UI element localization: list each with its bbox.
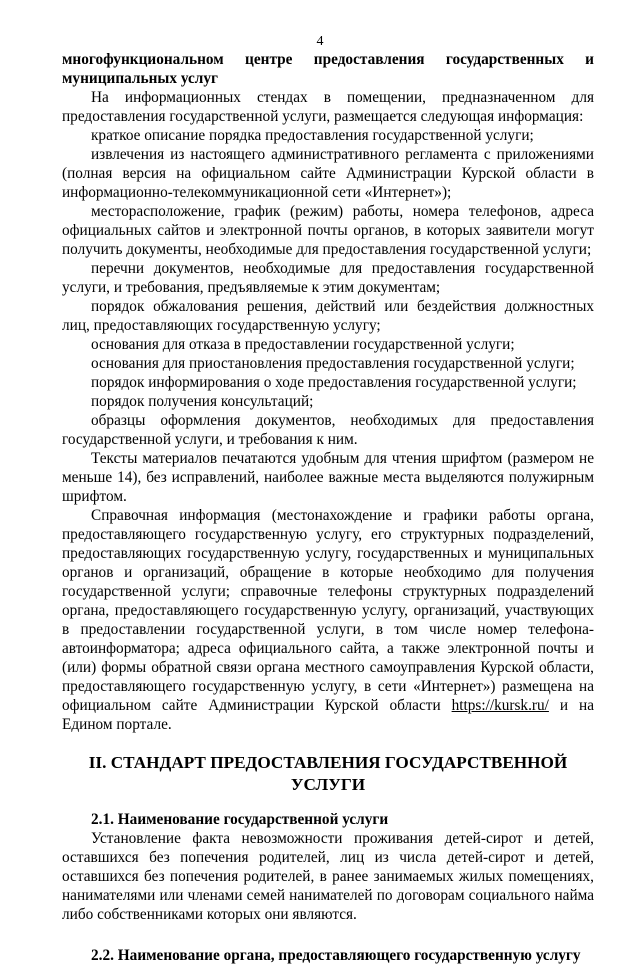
stand-item: основания для приостановления предоставления государственной услуги;	[91, 355, 575, 372]
reference-info-paragraph	[62, 506, 594, 734]
stand-item: порядок информирования о ходе предоставления государственной услуги;	[91, 374, 577, 391]
reference-info-tail: и на Едином портале.	[62, 697, 594, 733]
stands-intro-paragraph: На информационных стендах в помещении, предназначенном для предоставления государственной услуги, размещается следующая информация:	[62, 89, 594, 125]
page-number: 4	[316, 34, 324, 49]
subsection-title-2-2: 2.2. Наименование органа, предоставляющего государственную услугу	[91, 947, 581, 964]
stand-item: порядок получения консультаций;	[91, 393, 314, 410]
stand-item: основания для отказа в предоставлении государственной услуги;	[91, 336, 515, 353]
subsection-2-1-text: Установление факта невозможности проживания детей-сирот и детей, оставшихся без попечения родителей, лиц из числа детей-сирот и детей, оставшихся без попечения родителей, в ранее занимаемых жилых помещениях, нанимателями или членами семей нанимателей по договорам социального найма либо собственниками которых они являются.	[62, 830, 594, 923]
document-body	[62, 50, 594, 965]
intro-bold-text: многофункциональном центре предоставления государственных и муниципальных услуг	[62, 51, 594, 87]
kursk-site-link[interactable]: https://kursk.ru/	[451, 697, 549, 714]
stand-item: извлечения из настоящего административного регламента с приложениями (полная версия на официальном сайте Администрации Курской области в информационно-телекоммуникационной сети «Интернет»);	[62, 146, 594, 201]
stand-item: образцы оформления документов, необходимых для предоставления государственной услуги, и требования к ним.	[62, 412, 594, 448]
stand-item: краткое описание порядка предоставления государственной услуги;	[91, 127, 534, 144]
font-note-paragraph: Тексты материалов печатаются удобным для чтения шрифтом (размером не меньше 14), без исправлений, наиболее важные места выделяются полужирным шрифтом.	[62, 450, 594, 505]
section-title: II. СТАНДАРТ ПРЕДОСТАВЛЕНИЯ ГОСУДАРСТВЕННОЙ УСЛУГИ	[88, 753, 568, 794]
stand-item: перечни документов, необходимые для предоставления государственной услуги, и требования, предъявляемые к этим документам;	[62, 260, 594, 296]
subsection-title-2-1: 2.1. Наименование государственной услуги	[91, 811, 389, 828]
reference-info-text: Справочная информация (местонахождение и графики работы органа, предоставляющего государственную услугу, его структурных подразделений, предоставляющих государственную услугу, государственных и муниципальных органов и организаций, обращение в которые необходимо для получения государственной услуги; справочные телефоны структурных подразделений органа, предоставляющего государственную услугу, организаций, участвующих в предоставлении государственной услуги, в том числе номер телефона-автоинформатора; адреса официального сайта, а также электронной почты и (или) формы обратной связи органа местного самоуправления Курской области, предоставляющего государственную услугу, в сети «Интернет») размещена на официальном сайте Администрации Курской области	[62, 507, 594, 714]
stand-item: месторасположение, график (режим) работы, номера телефонов, адреса официальных сайтов и электронной почты органов, в которых заявители могут получить документы, необходимые для предоставления государственной услуги;	[62, 203, 594, 258]
stand-item: порядок обжалования решения, действий или бездействия должностных лиц, предоставляющих государственную услугу;	[62, 298, 594, 334]
